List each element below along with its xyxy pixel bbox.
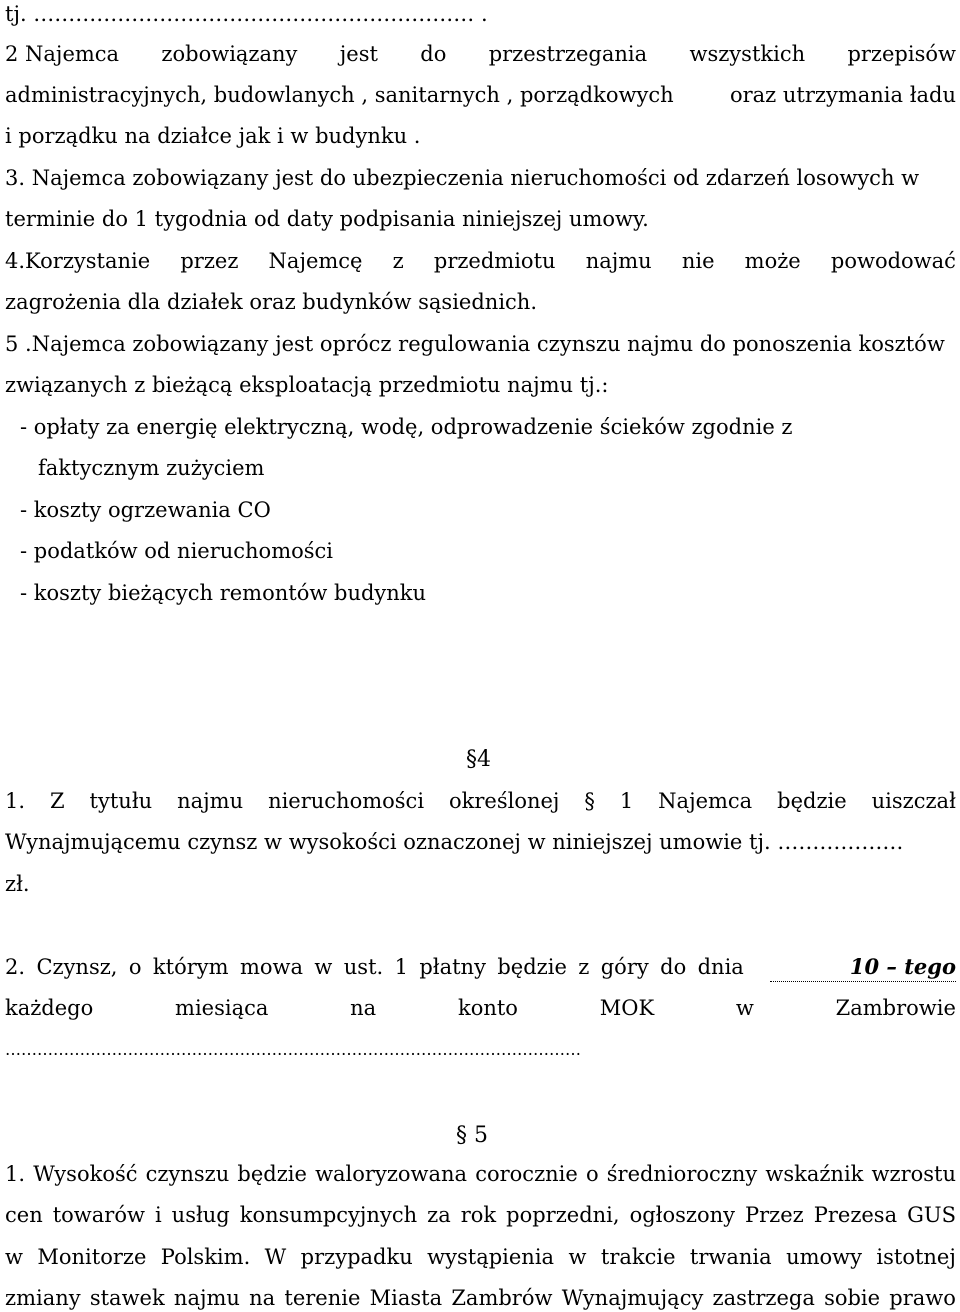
word: Wynajmujący <box>561 1286 704 1310</box>
section-4-para-1-line-3 <box>5 870 956 898</box>
paragraph-2-line-2 <box>5 81 956 109</box>
word: nieruchomości <box>268 789 425 813</box>
word: mowa <box>239 955 303 979</box>
section-4-heading: §4 <box>466 747 491 772</box>
word: najmu <box>177 789 244 813</box>
word: najmu <box>585 249 652 273</box>
cost-list-item: - koszty ogrzewania CO <box>20 498 271 522</box>
word: i porządku na działce jak i w budynku . <box>5 124 421 148</box>
word: na <box>350 996 377 1020</box>
word: § <box>584 789 595 813</box>
word: zł. <box>5 872 30 896</box>
word: terminie do 1 tygodnia od daty podpisania niniejszej umowy. <box>5 207 649 231</box>
paragraph-2-line-3 <box>5 122 956 150</box>
word: Miasta <box>369 1286 443 1310</box>
word: W <box>264 1245 287 1269</box>
section-4-para-1-line-2 <box>5 828 956 856</box>
word: przepisów <box>847 42 956 66</box>
section-4-para-1-line-1 <box>5 787 956 815</box>
word: zobowiązany <box>161 42 298 66</box>
word: administracyjnych, budowlanych , sanitarnych , porządkowych <box>5 83 674 107</box>
word: czynszu <box>145 1162 230 1186</box>
word: o <box>585 1162 599 1186</box>
word: powodować <box>830 249 956 273</box>
word: wzrostu <box>871 1162 956 1186</box>
word: oraz utrzymania ładu <box>729 83 956 107</box>
due-day: 10 – tego <box>770 953 956 982</box>
word: może <box>744 249 801 273</box>
word: będzie <box>777 789 847 813</box>
word: prawo <box>889 1286 956 1310</box>
word: Wysokość <box>33 1162 138 1186</box>
word: stawek <box>89 1286 165 1310</box>
section-5-para-1-line-1 <box>5 1160 956 1188</box>
word: konto <box>457 996 518 1020</box>
word: Prezesa <box>813 1203 898 1227</box>
word: Z <box>50 789 65 813</box>
word: Zambrów <box>451 1286 553 1310</box>
word: 1 <box>394 955 408 979</box>
word: towarów <box>52 1203 145 1227</box>
word: zagrożenia dla działek oraz budynków sąsiednich. <box>5 290 537 314</box>
word: GUS <box>907 1203 956 1227</box>
word: przestrzegania <box>488 42 648 66</box>
section-4-para-2-line-1 <box>5 953 956 982</box>
paragraph-4-line-1 <box>5 247 956 275</box>
word: nie <box>681 249 715 273</box>
word: trwania <box>689 1245 772 1269</box>
word: zmiany <box>5 1286 81 1310</box>
word: wszystkich <box>689 42 806 66</box>
word: będzie <box>237 1162 307 1186</box>
word: przedmiotu <box>433 249 556 273</box>
word: umowy <box>786 1245 862 1269</box>
word: w <box>314 955 333 979</box>
paragraph-3-line-2 <box>5 205 956 233</box>
paragraph-5-line-1 <box>5 330 956 358</box>
word: 3. Najemca zobowiązany jest do ubezpieczenia nieruchomości od zdarzeń losowych w <box>5 166 920 190</box>
cost-list-item: faktycznym zużyciem <box>38 456 265 480</box>
word: waloryzowana <box>315 1162 468 1186</box>
word: do <box>420 42 447 66</box>
word: 1. <box>5 789 26 813</box>
word: dnia <box>697 955 744 979</box>
section-5-heading: § 5 <box>456 1123 488 1148</box>
word: Najemca <box>658 789 753 813</box>
word: sobie <box>824 1286 881 1310</box>
word: 1 <box>619 789 634 813</box>
word: do <box>660 955 687 979</box>
word: w <box>735 996 754 1020</box>
word: o <box>128 955 142 979</box>
word: Monitorze <box>37 1245 147 1269</box>
word: związanych z bieżącą eksploatacją przedmiotu najmu tj.: <box>5 373 609 397</box>
word: corocznie <box>475 1162 578 1186</box>
word: góry <box>600 955 649 979</box>
word: ogłoszony <box>629 1203 735 1227</box>
word: poprzedni, <box>506 1203 620 1227</box>
due-text <box>5 953 744 982</box>
word: MOK <box>599 996 655 1020</box>
cost-list-item: - podatków od nieruchomości <box>20 539 334 563</box>
word: Najemcę <box>268 249 363 273</box>
word: miesiąca <box>175 996 269 1020</box>
section-5-para-1-line-4 <box>5 1284 956 1312</box>
cost-list-item: - koszty bieżących remontów budynku <box>20 581 427 605</box>
word: za <box>427 1203 451 1227</box>
word: ust. <box>343 955 384 979</box>
word: Polskim. <box>160 1245 251 1269</box>
word: wystąpienia <box>427 1245 555 1269</box>
paragraph-4-line-2 <box>5 288 956 316</box>
paragraph-2-line-1 <box>5 40 956 68</box>
word: istotnej <box>876 1245 956 1269</box>
word: Wynajmującemu czynsz w wysokości oznaczonej w niniejszej umowie tj. ……………… <box>5 830 904 854</box>
dotted-fill-line: ……………………………………………………………………………………………… <box>5 1040 581 1059</box>
word: i <box>154 1203 162 1227</box>
word: będzie <box>497 955 567 979</box>
word: Przez <box>744 1203 804 1227</box>
section-5-para-1-line-3 <box>5 1243 956 1271</box>
word: 2. <box>5 955 26 979</box>
word: uiszczał <box>871 789 956 813</box>
paragraph-5-line-2 <box>5 371 956 399</box>
word: zastrzega <box>712 1286 815 1310</box>
word: przypadku <box>300 1245 413 1269</box>
word: Czynsz, <box>36 955 118 979</box>
word: określonej <box>449 789 560 813</box>
section-4-para-2-line-2 <box>5 994 956 1022</box>
word: terenie <box>284 1286 361 1310</box>
word: cen <box>5 1203 43 1227</box>
word: przez <box>180 249 239 273</box>
word: z <box>392 249 404 273</box>
word: na <box>249 1286 276 1310</box>
word: z <box>578 955 590 979</box>
word: średnioroczny <box>606 1162 758 1186</box>
word: tytułu <box>89 789 153 813</box>
word: 2 Najemca <box>5 42 120 66</box>
word: 1. <box>5 1162 26 1186</box>
word: płatny <box>419 955 486 979</box>
word: w <box>5 1245 23 1269</box>
paragraph-3-line-1 <box>5 164 956 192</box>
word: w <box>568 1245 587 1269</box>
word: którym <box>152 955 229 979</box>
word: 4.Korzystanie <box>5 249 151 273</box>
word: wskaźnik <box>765 1162 864 1186</box>
word: każdego <box>5 996 94 1020</box>
cost-list-item: - opłaty za energię elektryczną, wodę, odprowadzenie ścieków zgodnie z <box>20 415 793 439</box>
word: jest <box>339 42 378 66</box>
word: trakcie <box>600 1245 676 1269</box>
word: 5 .Najemca zobowiązany jest oprócz regulowania czynszu najmu do ponoszenia kosztów <box>5 332 945 356</box>
word: najmu <box>173 1286 240 1310</box>
section-5-para-1-line-2 <box>5 1201 956 1229</box>
word: Zambrowie <box>835 996 956 1020</box>
word: rok <box>460 1203 497 1227</box>
word: usług <box>171 1203 230 1227</box>
text-line: tj. ……………………………………………………… . <box>5 2 488 26</box>
word: konsumpcyjnych <box>239 1203 418 1227</box>
